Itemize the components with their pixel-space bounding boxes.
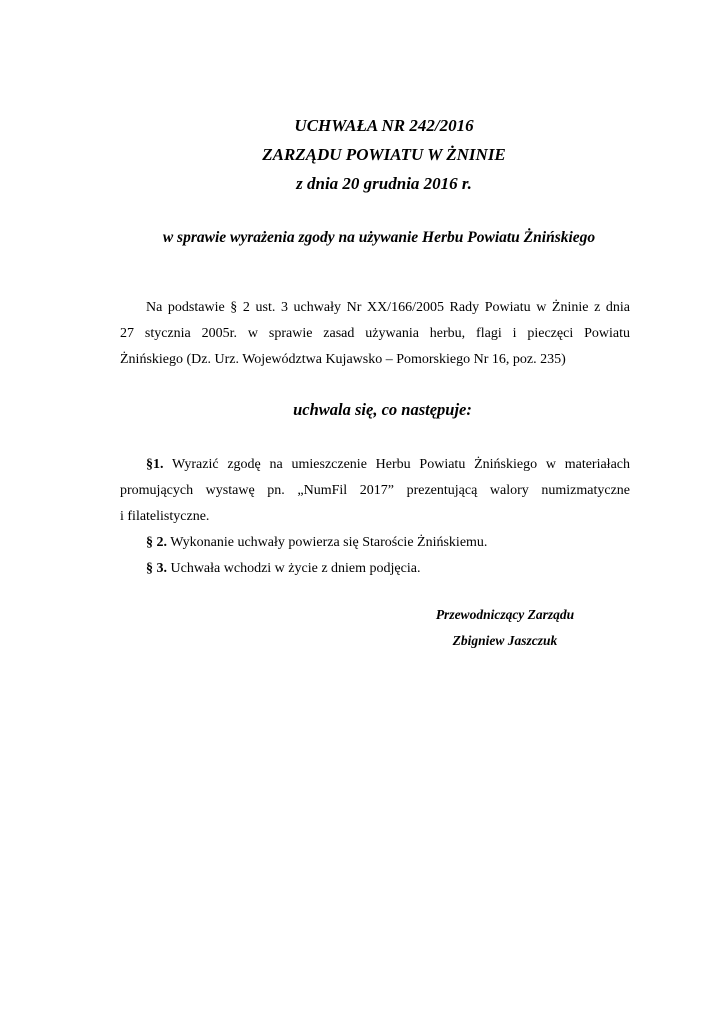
issuing-body: ZARZĄDU POWIATU W ŻNINIE [262,145,506,164]
section-3-label: § 3. [146,561,167,576]
section-1-label: §1. [146,457,164,472]
resolution-number: UCHWAŁA NR 242/2016 [294,116,474,135]
section-2-text: Wykonanie uchwały powierza się Staroście Żnińskiemu. [167,535,488,550]
legal-basis-line: Na podstawie § 2 ust. 3 uchwały Nr XX/166/2005 Rady Powiatu w Żninie z dnia [146,300,630,315]
legal-basis-paragraph [120,295,630,373]
section-3-text: Uchwała wchodzi w życie z dniem podjęcia. [167,561,421,576]
legal-basis-line: Żnińskiego (Dz. Urz. Województwa Kujawsko – Pomorskiego Nr 16, poz. 235) [120,352,566,367]
section-3-line [120,556,630,582]
sections-block [120,452,630,582]
resolution-phrase: uchwala się, co następuje: [293,400,472,419]
signatory-role: Przewodniczący Zarządu [435,607,575,622]
signatory-name: Zbigniew Jaszczuk [452,633,558,648]
section-1-line: promujących wystawę pn. „NumFil 2017” prezentującą walory numizmatyczne [120,483,630,498]
section-2-label: § 2. [146,535,167,550]
resolution-date: z dnia 20 grudnia 2016 r. [296,174,472,193]
section-2-line [120,530,630,556]
resolution-subject: w sprawie wyrażenia zgody na używanie Herbu Powiatu Żnińskiego [162,229,596,246]
legal-basis-line: 27 stycznia 2005r. w sprawie zasad używania herbu, flagi i pieczęci Powiatu [120,326,630,341]
section-1-line: i filatelistyczne. [120,509,210,524]
section-1-text: Wyrazić zgodę na umieszczenie Herbu Powiatu Żnińskiego w materiałach [163,457,630,472]
section-1-line [120,452,630,478]
